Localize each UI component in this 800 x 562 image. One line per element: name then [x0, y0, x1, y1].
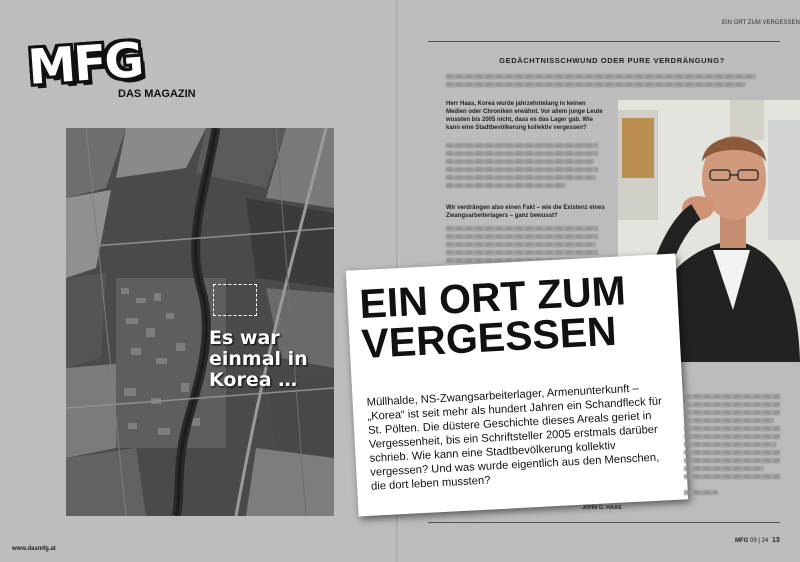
top-rule [428, 41, 780, 42]
aerial-photo-image [66, 128, 334, 516]
author-byline: JOHN G. HAAS [582, 505, 622, 511]
page-number: 13 [772, 537, 780, 544]
blurred-text-line [446, 143, 598, 148]
blurred-text-line [684, 442, 776, 447]
blurred-text-line [684, 490, 718, 495]
blurred-text-line [446, 159, 594, 164]
logo-subtitle: DAS MAGAZIN [118, 88, 196, 100]
aerial-photo [66, 128, 334, 516]
blurred-text-line [684, 434, 780, 439]
blurred-text-line [446, 151, 598, 156]
blurred-text-line [446, 74, 756, 79]
logo-word: MFG [26, 32, 144, 96]
headline-card [346, 254, 688, 517]
blurred-text-line [446, 250, 598, 255]
highlight-area [213, 284, 257, 316]
blurred-text-line [684, 394, 780, 399]
section-label: EIN ORT ZUM VERGESSEN [722, 20, 800, 26]
article-teaser: Müllhalde, NS-Zwangsarbeiterlager, Armenunterkunft – „Korea“ ist seit mehr als hundert Jahren ein Schandfleck für St. Pölten. Die düstere Geschichte dieses Areals geriet in Vergessenheit, bis ein Schriftsteller 2005 erstmals darüber schrieb. Wie kann eine Stadtbevölkerung kollektiv vergessen? Und was wurde eigentlich aus den Menschen, die dort leben mussten? [366, 382, 663, 493]
blurred-text-line [684, 474, 780, 479]
blurred-text-line [446, 226, 598, 231]
blurred-text-line [446, 183, 566, 188]
blurred-text-line [684, 418, 774, 423]
interview-question-1: Herr Haas, Korea wurde jahrzehntelang in keinen Medien oder Chroniken erwähnt. Vor allem junge Leute wussten bis 2005 nicht, dass es das Lager gab. Wie kann eine Stadtbevölkerung kollektiv vergessen? [446, 101, 603, 131]
blurred-text-line [446, 234, 598, 239]
blurred-text-line [684, 458, 780, 463]
blurred-text-line [446, 82, 746, 87]
bottom-rule [428, 522, 780, 523]
blurred-text-line [446, 175, 596, 180]
interview-subhead: GEDÄCHTNISSCHWUND ODER PURE VERDRÄNGUNG? [499, 56, 725, 65]
blurred-text-line [684, 402, 780, 407]
folio [735, 538, 768, 544]
blurred-text-line [446, 167, 598, 172]
interview-question-2: Wir verdrängen also einen Fakt – wie die Existenz eines Zwangsarbeiterlagers – ganz bewusst? [446, 205, 605, 219]
blurred-text-line [684, 450, 780, 455]
photo-caption: Es war einmal in Korea … [209, 327, 308, 391]
folio-issue: 09 | 24 [750, 538, 769, 544]
website-link[interactable]: www.dasmfg.at [12, 546, 56, 552]
blurred-text-line [684, 466, 764, 471]
blurred-text-line [446, 242, 596, 247]
blurred-text-line [684, 426, 780, 431]
folio-brand: MFG [735, 538, 749, 544]
article-headline: EIN ORT ZUM VERGESSEN [358, 267, 627, 368]
blurred-text-line [684, 410, 780, 415]
